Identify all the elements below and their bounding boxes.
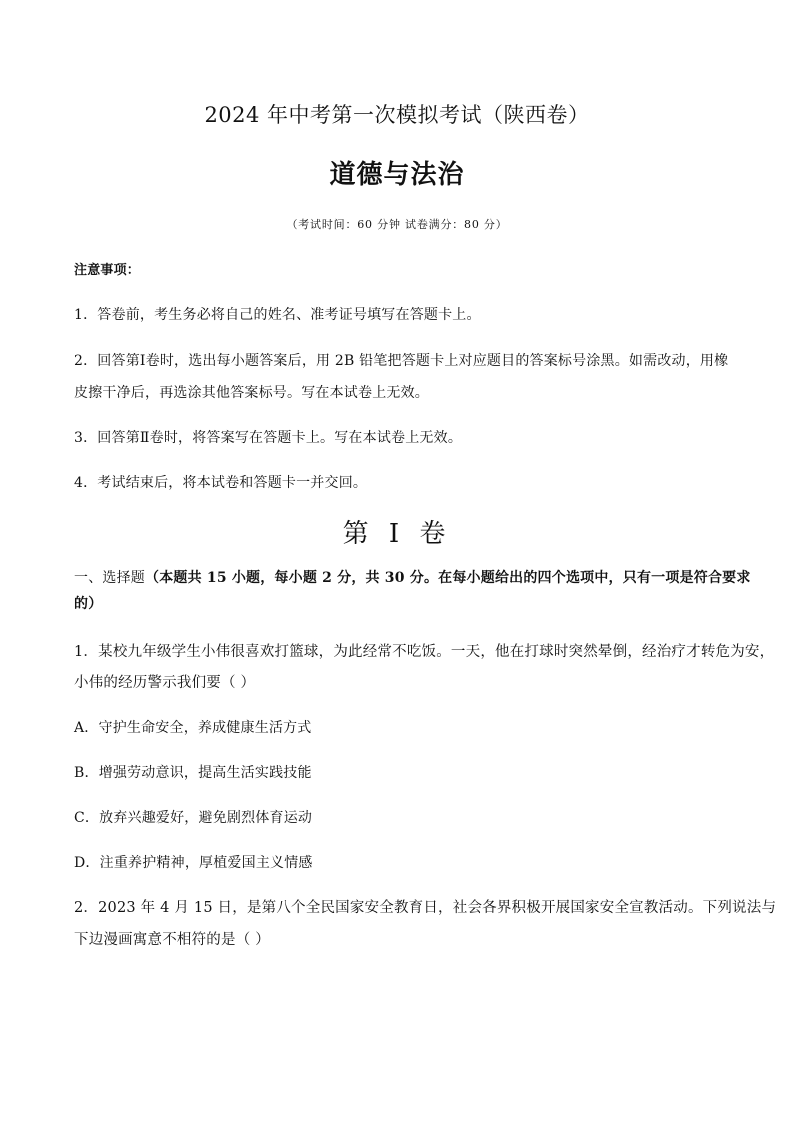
- question-2-stem-continued: 下边漫画寓意不相符的是（ ）: [74, 932, 270, 948]
- notice-item: 2．回答第Ⅰ卷时，选出每小题答案后，用 2B 铅笔把答题卡上对应题目的答案标号涂黑。如需改动，用橡: [74, 353, 729, 369]
- question-1-option-b: B．增强劳动意识，提高生活实践技能: [74, 765, 312, 781]
- exam-title: 2024 年中考第一次模拟考试（陕西卷）: [204, 103, 590, 127]
- question-2-stem: 2．2023 年 4 月 15 日，是第八个全民国家安全教育日，社会各界积极开展国家安全宣教活动。下列说法与: [74, 900, 777, 916]
- notice-item: 1．答卷前，考生务必将自己的姓名、准考证号填写在答题卡上。: [74, 307, 481, 323]
- notice-item: 3．回答第Ⅱ卷时，将答案写在答题卡上。写在本试卷上无效。: [74, 430, 463, 446]
- question-1-stem: 1．某校九年级学生小伟很喜欢打篮球，为此经常不吃饭。一天，他在打球时突然晕倒，经治疗才转危为安，: [74, 644, 775, 660]
- question-1-option-a: A．守护生命安全，养成健康生活方式: [74, 720, 312, 736]
- section-description: （本题共 15 小题，每小题 2 分，共 30 分。在每小题给出的四个选项中，只有一项是符合要求: [145, 570, 751, 586]
- volume-title: 第 I 卷: [342, 519, 452, 549]
- question-1-stem-continued: 小伟的经历警示我们要（ ）: [74, 675, 256, 691]
- section-description-continued: 的）: [74, 596, 103, 612]
- notice-heading: 注意事项：: [74, 263, 141, 278]
- section-label: 一、选择题: [74, 570, 145, 586]
- subject-title: 道德与法治: [329, 160, 465, 190]
- exam-info: （考试时间：60 分钟 试卷满分：80 分）: [286, 218, 508, 231]
- section-heading: [74, 568, 751, 588]
- notice-item: 4．考试结束后，将本试卷和答题卡一并交回。: [74, 475, 368, 491]
- question-1-option-c: C．放弃兴趣爱好，避免剧烈体育运动: [74, 810, 313, 826]
- question-1-option-d: D．注重养护精神，厚植爱国主义情感: [74, 855, 313, 871]
- notice-item-continued: 皮擦干净后，再选涂其他答案标号。写在本试卷上无效。: [74, 385, 429, 401]
